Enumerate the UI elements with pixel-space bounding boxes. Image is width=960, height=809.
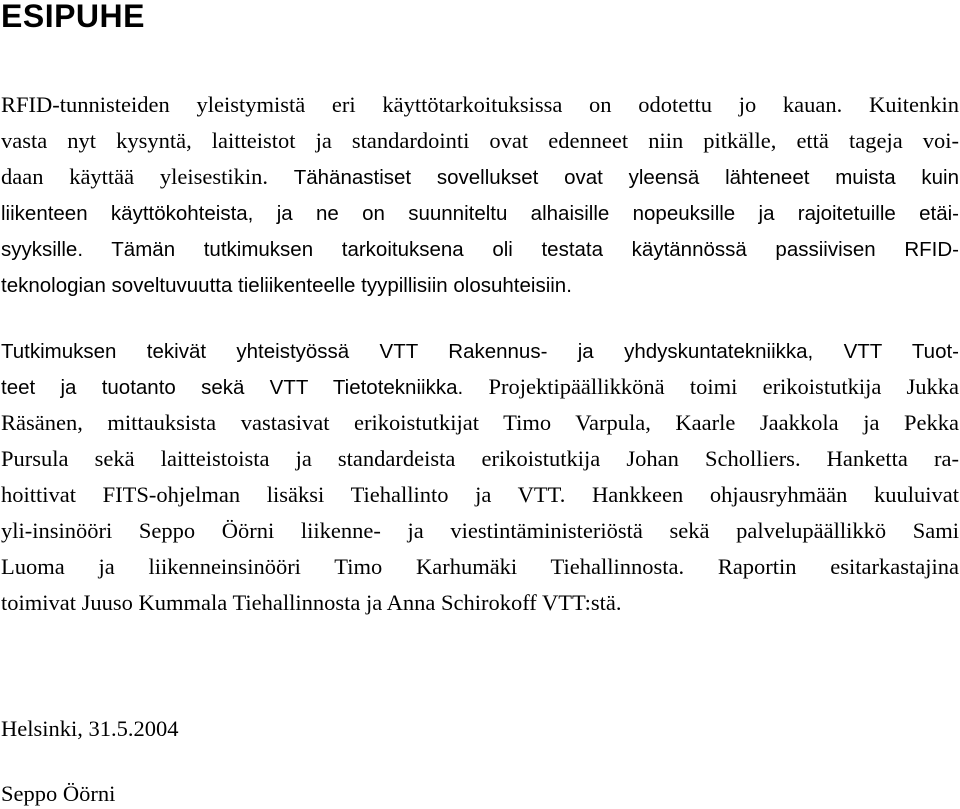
text-run: syyksille. Tämän tutkimuksen tarkoituksena oli testata käytännössä passiivisen RFID- (1, 238, 959, 261)
text-run: Tähänastiset sovellukset ovat yleensä lähteneet muista kuin (293, 166, 959, 189)
paragraph-line (1, 90, 959, 120)
text-run: Pursula sekä laitteistoista ja standardeista erikoistutkija Johan Scholliers. Hanketta ra- (1, 446, 959, 471)
text-run: toimivat Juuso Kummala Tiehallinnosta ja Anna Schirokoff VTT:stä. (1, 590, 622, 615)
paragraph-line (1, 444, 959, 474)
paragraph-line (1, 372, 959, 402)
page-title: ESIPUHE (1, 0, 145, 34)
place-and-date: Helsinki, 31.5.2004 (1, 716, 179, 741)
paragraph-line (1, 198, 959, 228)
text-run: Luoma ja liikenneinsinööri Timo Karhumäki Tiehallinnosta. Raportin esitarkastajina (1, 554, 959, 579)
text-run: liikenteen käyttökohteista, ja ne on suunniteltu alhaisille nopeuksille ja rajoitetuille etäi- (1, 202, 959, 225)
paragraph-line (1, 336, 959, 366)
paragraph-line (1, 270, 959, 300)
paragraph-line (1, 516, 959, 546)
text-run: Projektipäällikkönä toimi erikoistutkija Jukka (488, 374, 960, 399)
paragraph-line (1, 234, 959, 264)
paragraph-line (1, 552, 959, 582)
text-run: daan käyttää yleisestikin. (1, 164, 294, 189)
text-run: teet ja tuotanto sekä VTT Tietotekniikka. (1, 376, 489, 399)
signature-name: Seppo Öörni (1, 781, 116, 806)
paragraph-line (1, 162, 959, 192)
paragraph-line (1, 480, 959, 510)
paragraph-line (1, 588, 959, 618)
text-run: RFID-tunnisteiden yleistymistä eri käyttötarkoituksissa on odotettu jo kauan. Kuitenkin (1, 92, 959, 117)
text-run: Tutkimuksen tekivät yhteistyössä VTT Rakennus- ja yhdyskuntatekniikka, VTT Tuot- (1, 340, 959, 363)
text-run: vasta nyt kysyntä, laitteistot ja standardointi ovat edenneet niin pitkälle, että tageja voi- (1, 128, 959, 153)
text-run: hoittivat FITS-ohjelman lisäksi Tiehallinto ja VTT. Hankkeen ohjausryhmään kuuluivat (1, 482, 959, 507)
paragraph-line (1, 408, 959, 438)
text-run: Räsänen, mittauksista vastasivat erikoistutkijat Timo Varpula, Kaarle Jaakkola ja Pekka (1, 410, 959, 435)
paragraph-line (1, 126, 959, 156)
text-run: yli-insinööri Seppo Öörni liikenne- ja viestintäministeriöstä sekä palvelupäällikkö Sami (1, 518, 959, 543)
text-run: teknologian soveltuvuutta tieliikenteelle tyypillisiin olosuhteisiin. (1, 274, 572, 297)
